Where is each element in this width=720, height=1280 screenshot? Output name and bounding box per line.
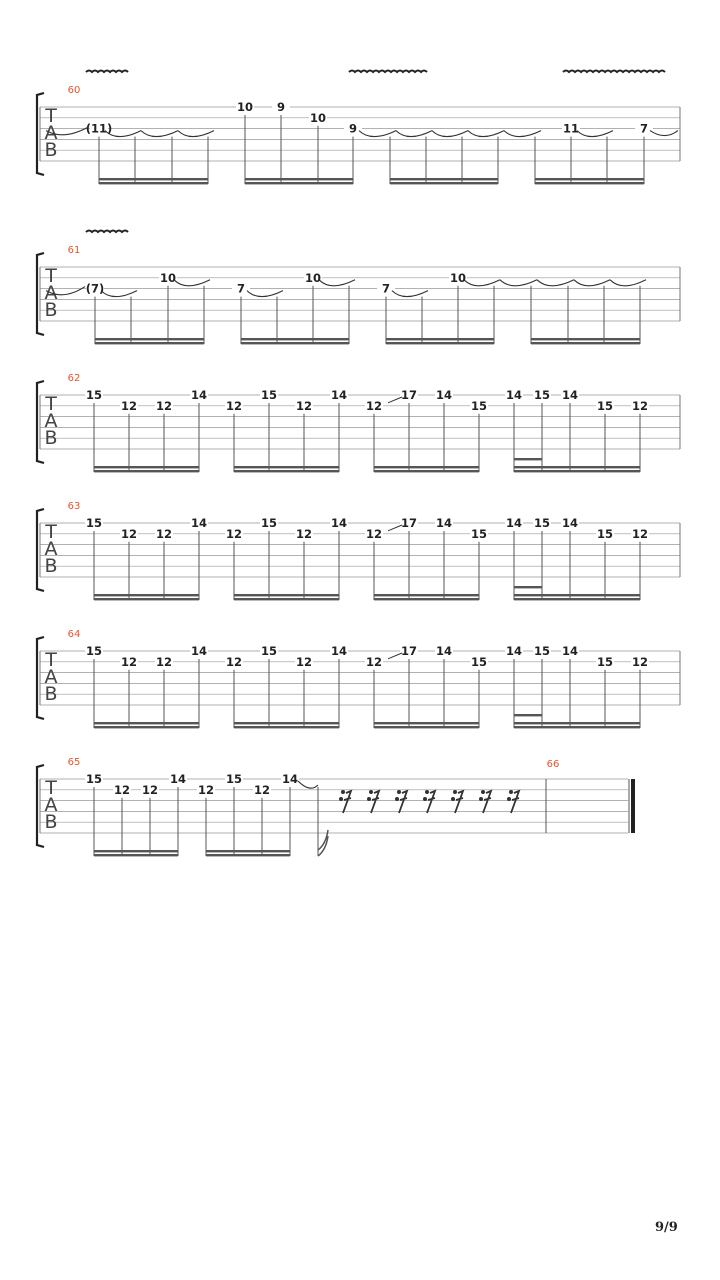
final-barline bbox=[631, 779, 635, 833]
beam bbox=[535, 178, 644, 180]
tie bbox=[574, 280, 610, 286]
rest-dot bbox=[395, 797, 399, 801]
measure-number: 65 bbox=[67, 757, 81, 768]
beam bbox=[94, 850, 178, 852]
beam bbox=[245, 178, 353, 180]
rest-dot bbox=[367, 797, 371, 801]
fret-number: 15 bbox=[596, 654, 614, 669]
beam bbox=[386, 342, 494, 344]
fret-number: 10 bbox=[449, 270, 467, 285]
measure-number: 63 bbox=[67, 501, 81, 512]
tab-system bbox=[37, 757, 635, 856]
tie bbox=[650, 131, 678, 136]
beam bbox=[514, 458, 542, 460]
beam bbox=[94, 726, 199, 728]
tab-clef-letter: A bbox=[44, 666, 58, 688]
rest-symbol bbox=[483, 791, 491, 813]
beam bbox=[94, 722, 199, 724]
fret-number: 14 bbox=[190, 388, 208, 402]
rest-symbol bbox=[427, 791, 435, 813]
beam bbox=[390, 178, 498, 180]
beam bbox=[234, 598, 339, 600]
fret-number: 9 bbox=[276, 100, 286, 114]
rest-dot bbox=[481, 790, 485, 794]
beam bbox=[206, 854, 290, 856]
fret-number: 9 bbox=[348, 121, 358, 136]
fret-number: 12 bbox=[295, 526, 313, 541]
tab-clef-letter: A bbox=[44, 122, 58, 144]
measure-number: 61 bbox=[67, 245, 81, 256]
tab-clef-letter: A bbox=[44, 794, 58, 816]
beam bbox=[95, 338, 204, 340]
beam bbox=[234, 722, 339, 724]
rest-dot bbox=[479, 797, 483, 801]
tie bbox=[101, 291, 137, 297]
rest-symbol bbox=[511, 791, 519, 813]
beam bbox=[514, 714, 542, 716]
beam bbox=[374, 726, 479, 728]
tab-clef-letter: B bbox=[44, 811, 58, 833]
tie bbox=[319, 280, 355, 286]
rest-dot bbox=[341, 790, 345, 794]
slide-mark bbox=[388, 525, 402, 531]
fret-number: 12 bbox=[225, 654, 243, 669]
vibrato-mark bbox=[349, 71, 427, 73]
beam bbox=[206, 850, 290, 852]
beam bbox=[386, 338, 494, 340]
beam bbox=[234, 726, 339, 728]
fret-number: 12 bbox=[631, 398, 649, 413]
fret-number: 14 bbox=[435, 516, 453, 530]
beam bbox=[514, 726, 640, 728]
tie bbox=[359, 131, 396, 137]
tab-clef-letter: T bbox=[45, 649, 57, 671]
fret-number: 12 bbox=[120, 526, 138, 541]
fret-number: 15 bbox=[533, 388, 551, 402]
fret-number: 12 bbox=[155, 526, 173, 541]
fret-number: 12 bbox=[365, 526, 383, 541]
tie bbox=[247, 291, 283, 297]
rest-symbol bbox=[455, 791, 463, 813]
fret-number: 17 bbox=[400, 644, 418, 658]
beam bbox=[94, 854, 178, 856]
beam bbox=[94, 594, 199, 596]
tab-clef-letter: B bbox=[44, 555, 58, 577]
tab-system bbox=[37, 71, 680, 185]
fret-number: 12 bbox=[631, 526, 649, 541]
fret-number: 15 bbox=[260, 516, 278, 530]
fret-number: 14 bbox=[169, 772, 187, 786]
beam bbox=[514, 722, 640, 724]
rest-symbol bbox=[343, 791, 351, 813]
tab-clef-letter: A bbox=[44, 282, 58, 304]
rest-dot bbox=[453, 790, 457, 794]
rest-symbol bbox=[399, 791, 407, 813]
fret-number: 12 bbox=[113, 782, 131, 797]
measure-number: 64 bbox=[67, 629, 81, 640]
fret-number: 15 bbox=[470, 398, 488, 413]
vibrato-mark bbox=[86, 231, 128, 233]
tab-system bbox=[37, 373, 680, 472]
fret-number: 14 bbox=[281, 772, 299, 786]
tie bbox=[178, 131, 214, 137]
beam bbox=[514, 586, 542, 588]
vibrato-mark bbox=[563, 71, 665, 73]
fret-number: 12 bbox=[155, 654, 173, 669]
rest-dot bbox=[397, 790, 401, 794]
measure-number: 66 bbox=[546, 759, 560, 770]
beam bbox=[531, 338, 640, 340]
fret-number: 10 bbox=[304, 270, 322, 285]
beam bbox=[94, 466, 199, 468]
fret-number: 14 bbox=[561, 388, 579, 402]
fret-number: 15 bbox=[225, 772, 243, 786]
beam bbox=[234, 470, 339, 472]
fret-number: 14 bbox=[561, 516, 579, 530]
fret-number: 14 bbox=[190, 516, 208, 530]
fret-number: 12 bbox=[120, 398, 138, 413]
tie bbox=[392, 291, 428, 297]
beam bbox=[514, 466, 640, 468]
tab-system bbox=[37, 629, 680, 728]
fret-number: 12 bbox=[225, 398, 243, 413]
fret-number: 15 bbox=[85, 772, 103, 786]
rest-dot bbox=[451, 797, 455, 801]
fret-number: 15 bbox=[470, 526, 488, 541]
fret-number: 15 bbox=[85, 388, 103, 402]
fret-number: 14 bbox=[435, 644, 453, 658]
fret-number: 12 bbox=[225, 526, 243, 541]
fret-number: 12 bbox=[253, 782, 271, 797]
fret-number: (11) bbox=[85, 121, 113, 136]
fret-number: 11 bbox=[562, 121, 580, 136]
fret-number: 14 bbox=[435, 388, 453, 402]
beam bbox=[234, 594, 339, 596]
tie bbox=[141, 131, 178, 137]
fret-number: 14 bbox=[330, 388, 348, 402]
tie bbox=[504, 131, 541, 137]
beam bbox=[374, 466, 479, 468]
rest-dot bbox=[339, 797, 343, 801]
fret-number: 10 bbox=[309, 110, 327, 125]
rest-dot bbox=[507, 797, 511, 801]
page-number: 9/9 bbox=[655, 1220, 678, 1235]
fret-number: 12 bbox=[365, 398, 383, 413]
fret-number: 17 bbox=[400, 516, 418, 530]
tab-system bbox=[37, 231, 680, 345]
tab-system bbox=[37, 501, 680, 600]
fret-number: 15 bbox=[470, 654, 488, 669]
beam bbox=[374, 722, 479, 724]
rest-dot bbox=[425, 790, 429, 794]
measure-number: 62 bbox=[67, 373, 81, 384]
fret-number: 10 bbox=[159, 270, 177, 285]
fret-number: 14 bbox=[330, 516, 348, 530]
beam bbox=[531, 342, 640, 344]
tie bbox=[468, 131, 504, 137]
beam bbox=[95, 342, 204, 344]
beam bbox=[514, 598, 640, 600]
fret-number: 12 bbox=[120, 654, 138, 669]
fret-number: 14 bbox=[330, 644, 348, 658]
rest-dot bbox=[509, 790, 513, 794]
beam bbox=[234, 466, 339, 468]
beam bbox=[514, 470, 640, 472]
fret-number: 12 bbox=[631, 654, 649, 669]
fret-number: 15 bbox=[533, 644, 551, 658]
tie bbox=[464, 280, 500, 286]
fret-number: 15 bbox=[85, 644, 103, 658]
tab-clef-letter: T bbox=[45, 105, 57, 127]
tab-clef-letter: B bbox=[44, 427, 58, 449]
tie bbox=[537, 280, 574, 286]
fret-number: 14 bbox=[505, 644, 523, 658]
beam bbox=[374, 470, 479, 472]
fret-number: 12 bbox=[155, 398, 173, 413]
beam bbox=[94, 598, 199, 600]
tab-clef-letter: A bbox=[44, 410, 58, 432]
fret-number: 15 bbox=[596, 398, 614, 413]
beam bbox=[241, 342, 349, 344]
tab-clef-letter: T bbox=[45, 265, 57, 287]
fret-number: 7 bbox=[381, 281, 391, 296]
tie bbox=[298, 781, 318, 788]
slide-mark bbox=[388, 397, 402, 403]
measure-number: 60 bbox=[67, 85, 81, 96]
slide-mark bbox=[388, 653, 402, 659]
fret-number: 12 bbox=[295, 398, 313, 413]
vibrato-mark bbox=[86, 71, 128, 73]
note-flag bbox=[318, 830, 328, 856]
tab-clef-letter: B bbox=[44, 683, 58, 705]
beam bbox=[99, 182, 208, 184]
beam bbox=[390, 182, 498, 184]
fret-number: 14 bbox=[505, 388, 523, 402]
beam bbox=[535, 182, 644, 184]
rest-dot bbox=[423, 797, 427, 801]
fret-number: 14 bbox=[561, 644, 579, 658]
fret-number: 12 bbox=[295, 654, 313, 669]
fret-number: 12 bbox=[141, 782, 159, 797]
fret-number: 14 bbox=[190, 644, 208, 658]
tie bbox=[432, 131, 468, 137]
tab-clef-letter: B bbox=[44, 299, 58, 321]
beam bbox=[241, 338, 349, 340]
fret-number: 12 bbox=[365, 654, 383, 669]
beam bbox=[94, 470, 199, 472]
fret-number: 15 bbox=[85, 516, 103, 530]
fret-number: 15 bbox=[260, 644, 278, 658]
fret-number: 15 bbox=[533, 516, 551, 530]
tie bbox=[577, 131, 613, 137]
tie bbox=[610, 280, 646, 286]
rest-dot bbox=[369, 790, 373, 794]
beam bbox=[245, 182, 353, 184]
tie bbox=[396, 131, 432, 137]
tab-clef-letter: T bbox=[45, 521, 57, 543]
tab-clef-letter: A bbox=[44, 538, 58, 560]
fret-number: 15 bbox=[596, 526, 614, 541]
fret-number: 7 bbox=[639, 121, 649, 136]
fret-number: (7) bbox=[85, 281, 105, 296]
tie bbox=[174, 280, 210, 286]
fret-number: 15 bbox=[260, 388, 278, 402]
beam bbox=[514, 594, 640, 596]
fret-number: 12 bbox=[197, 782, 215, 797]
fret-number: 17 bbox=[400, 388, 418, 402]
fret-number: 7 bbox=[236, 281, 246, 296]
beam bbox=[374, 594, 479, 596]
fret-number: 10 bbox=[236, 100, 254, 114]
tab-clef-letter: T bbox=[45, 777, 57, 799]
beam bbox=[99, 178, 208, 180]
rest-symbol bbox=[371, 791, 379, 813]
beam bbox=[374, 598, 479, 600]
fret-number: 14 bbox=[505, 516, 523, 530]
tab-clef-letter: T bbox=[45, 393, 57, 415]
tab-clef-letter: B bbox=[44, 139, 58, 161]
tie bbox=[500, 280, 537, 286]
